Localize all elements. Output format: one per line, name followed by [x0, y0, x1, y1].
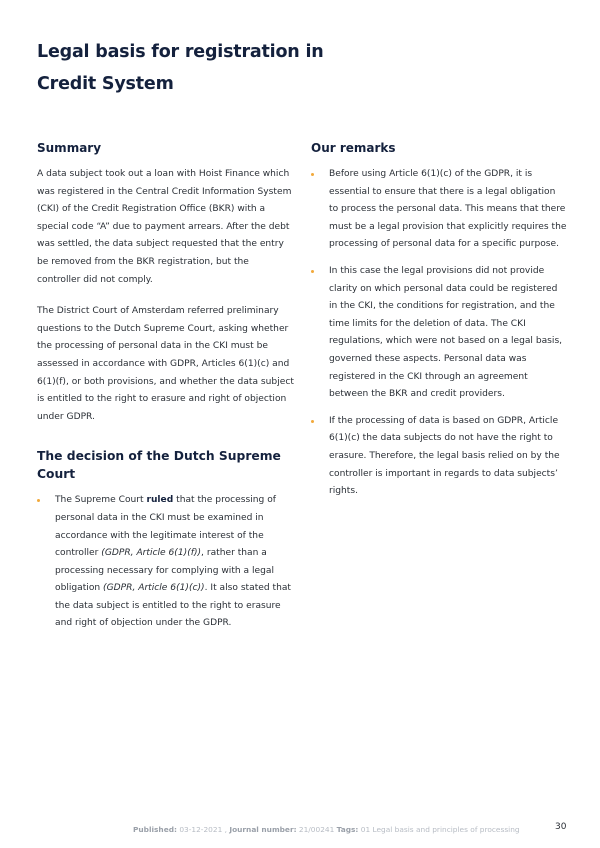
- decision-heading: The decision of the Dutch Supreme Court: [37, 449, 281, 482]
- remark-bullet: Before using Article 6(1)(c) of the GDPR, it is essential to ensure that there is a legal obligation to process the personal data. This means that there must be a legal provision that explicitly requires the processing of personal data for a specific purpose.: [311, 166, 567, 254]
- published-value: 03-12-2021 ,: [176, 825, 230, 834]
- published-label: Published:: [133, 825, 177, 834]
- bullet-dot-icon: [311, 420, 314, 423]
- remarks-list: [311, 166, 567, 501]
- right-column: [311, 139, 567, 510]
- journal-label: Journal number:: [229, 825, 297, 834]
- decision-list: [37, 492, 295, 633]
- remarks-heading: Our remarks: [311, 141, 396, 155]
- remark-bullet: If the processing of data is based on GDPR, Article 6(1)(c) the data subjects do not have the right to erasure. Therefore, the legal basis relied on by the controller is important in regards to data subjects’ rights.: [311, 413, 567, 501]
- remark-bullet: In this case the legal provisions did not provide clarity on which personal data could be registered in the CKI, the conditions for registration, and the time limits for the deletion of data. The CKI regulations, which were not based on a legal basis, governed these aspects. Personal data was registered in the CKI through an agreement between the BKR and credit providers.: [311, 263, 567, 404]
- tags-value: 01 Legal basis and principles of processing: [358, 825, 520, 834]
- bullet-dot-icon: [37, 499, 40, 502]
- citation-6-1-f: (GDPR, Article 6(1)(f)): [101, 548, 202, 559]
- summary-paragraph-2: The District Court of Amsterdam referred preliminary questions to the Dutch Supreme Court, asking whether the processing of personal data in the CKI must be assessed in accordance with GDPR, Articles 6(1)(c) and 6(1)(f), or both provisions, and whether the data subject is entitled to the right to erasure and right of objection under GDPR.: [37, 306, 294, 422]
- decision-bullet: The Supreme Court ruled that the processing of personal data in the CKI must be examined in accordance with the legitimate interest of the controller (GDPR, Article 6(1)(f)), rather than a processing necessary for complying with a legal obligation (GDPR, Article 6(1)(c)). It also stated that the data subject is entitled to the right to erasure and right of objection under the GDPR.: [37, 492, 295, 633]
- bullet-dot-icon: [311, 173, 314, 176]
- bullet-dot-icon: [311, 270, 314, 273]
- left-column: [37, 139, 295, 642]
- footer-meta: [133, 825, 520, 834]
- citation-6-1-c: (GDPR, Article 6(1)(c)): [103, 583, 205, 594]
- tags-label: Tags:: [336, 825, 359, 834]
- ruled-bold: ruled: [146, 495, 174, 506]
- summary-heading: Summary: [37, 141, 102, 155]
- journal-value: 21/00241: [296, 825, 337, 834]
- page-title: Legal basis for registration in Credit System: [37, 42, 324, 94]
- page-number: 30: [555, 822, 567, 832]
- summary-paragraph-1: A data subject took out a loan with Hoist Finance which was registered in the Central Credit Information System (CKI) of the Credit Registration Office (BKR) with a special code “A” due to payment arrears. After the debt was settled, the data subject requested that the entry be removed from the BKR registration, but the controller did not comply.: [37, 169, 292, 285]
